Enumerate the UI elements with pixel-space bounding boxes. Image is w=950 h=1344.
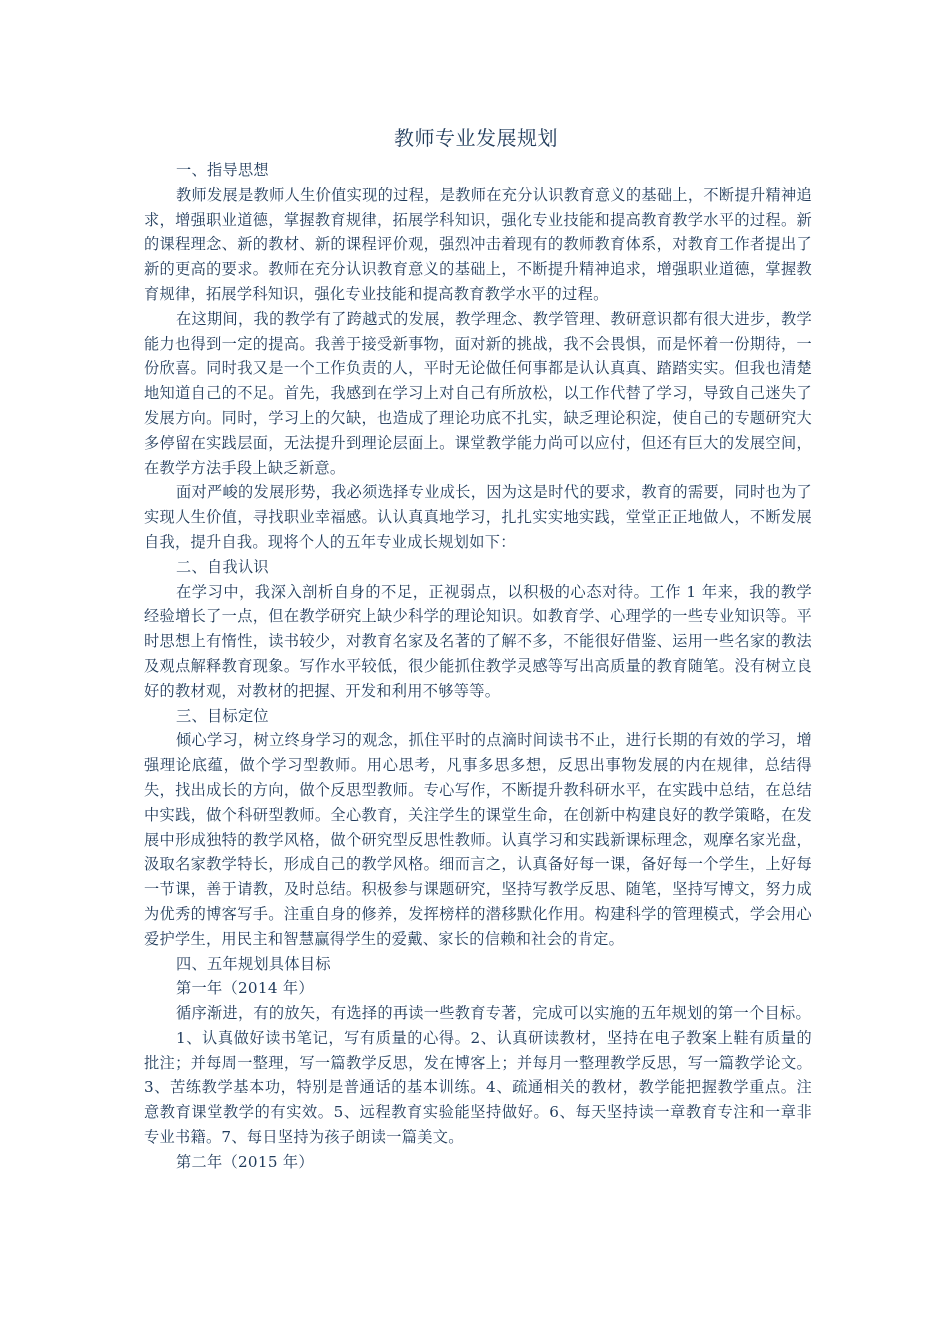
paragraph: 倾心学习，树立终身学习的观念，抓住平时的点滴时间读书不止，进行长期的有效的学习，增强理论底蕴，做个学习型教师。用心思考，凡事多思多想，反思出事物发展的内在规律，总结得失，找出成长的方向，做个反思型教师。专心写作，不断提升教科研水平，在实践中总结，在总结中实践，做个科研型教师。全心教育，关注学生的课堂生命，在创新中构建良好的教学策略，在发展中形成独特的教学风格，做个研究型反思性教师。认真学习和实践新课标理念，观摩名家光盘，汲取名家教学特长，形成自己的教学风格。细而言之，认真备好每一课，备好每一个学生，上好每一节课，善于请教，及时总结。积极参与课题研究，坚持写教学反思、随笔，坚持写博文，努力成为优秀的博客写手。注重自身的修养，发挥榜样的潜移默化作用。构建科学的管理模式，学会用心爱护学生，用民主和智慧赢得学生的爱戴、家长的信赖和社会的肯定。 bbox=[144, 731, 812, 948]
paragraph: 在学习中，我深入剖析自身的不足，正视弱点，以积极的心态对待。工作 1 年来，我的教学经验增长了一点，但在教学研究上缺少科学的理论知识。如教育学、心理学的一些专业知识等。平时思想上有惰性，读书较少，对教育名家及名著的了解不多，不能很好借鉴、运用一些名家的教法及观点解释教育现象。写作水平较低，很少能抓住教学灵感等写出高质量的教育随笔。没有树立良好的教材观，对教材的把握、开发和利用不够等等。 bbox=[144, 582, 812, 700]
year-heading-2015: 第二年（2015 年） bbox=[176, 1152, 314, 1171]
paragraph: 教师发展是教师人生价值实现的过程，是教师在充分认识教育意义的基础上，不断提升精神追求，增强职业道德，掌握教育规律，拓展学科知识，强化专业技能和提高教育教学水平的过程。新的课程理念、新的教材、新的课程评价观，强烈冲击着现有的教师教育体系，对教育工作者提出了新的更高的要求。教师在充分认识教育意义的基础上，不断提升精神追求，增强职业道德，掌握教育规律，拓展学科知识，强化专业技能和提高教育教学水平的过程。 bbox=[144, 185, 812, 303]
section-heading-self-awareness: 二、自我认识 bbox=[176, 557, 269, 576]
section-heading-five-year-plan: 四、五年规划具体目标 bbox=[176, 954, 331, 973]
document-page bbox=[144, 118, 812, 1175]
paragraph: 在这期间，我的教学有了跨越式的发展，教学理念、教学管理、教研意识都有很大进步，教学能力也得到一定的提高。我善于接受新事物，面对新的挑战，我不会畏惧，而是怀着一份期待，一份欣喜。同时我又是一个工作负责的人，平时无论做任何事都是认认真真、踏踏实实。但我也清楚地知道自己的不足。首先，我感到在学习上对自己有所放松，以工作代替了学习，导致自己迷失了发展方向。同时，学习上的欠缺，也造成了理论功底不扎实，缺乏理论积淀，使自己的专题研究大多停留在实践层面，无法提升到理论层面上。课堂教学能力尚可以应付，但还有巨大的发展空间，在教学方法手段上缺乏新意。 bbox=[144, 309, 812, 477]
paragraph: 面对严峻的发展形势，我必须选择专业成长，因为这是时代的要求，教育的需要，同时也为了实现人生价值，寻找职业幸福感。认认真真地学习，扎扎实实地实践，堂堂正正地做人，不断发展自我，提升自我。现将个人的五年专业成长规划如下： bbox=[144, 483, 812, 551]
year-heading-2014: 第一年（2014 年） bbox=[176, 979, 314, 998]
document-title: 教师专业发展规划 bbox=[394, 126, 558, 150]
section-heading-goal-positioning: 三、目标定位 bbox=[176, 706, 269, 725]
section-heading-guiding-ideas: 一、指导思想 bbox=[176, 161, 269, 179]
paragraph: 循序渐进，有的放矢，有选择的再读一些教育专著，完成可以实施的五年规划的第一个目标。 bbox=[176, 1004, 811, 1023]
paragraph: 1、认真做好读书笔记，写有质量的心得。2、认真研读教材，坚持在电子教案上鞋有质量的批注；并每周一整理，写一篇教学反思，发在博客上；并每月一整理教学反思，写一篇教学论文。3、苦练教学基本功，特别是普通话的基本训练。4、疏通相关的教材，教学能把握教学重点。注意教育课堂教学的有实效。5、远程教育实验能坚持做好。6、每天坚持读一章教育专注和一章非专业书籍。7、每日坚持为孩子朗读一篇美文。 bbox=[144, 1028, 812, 1147]
